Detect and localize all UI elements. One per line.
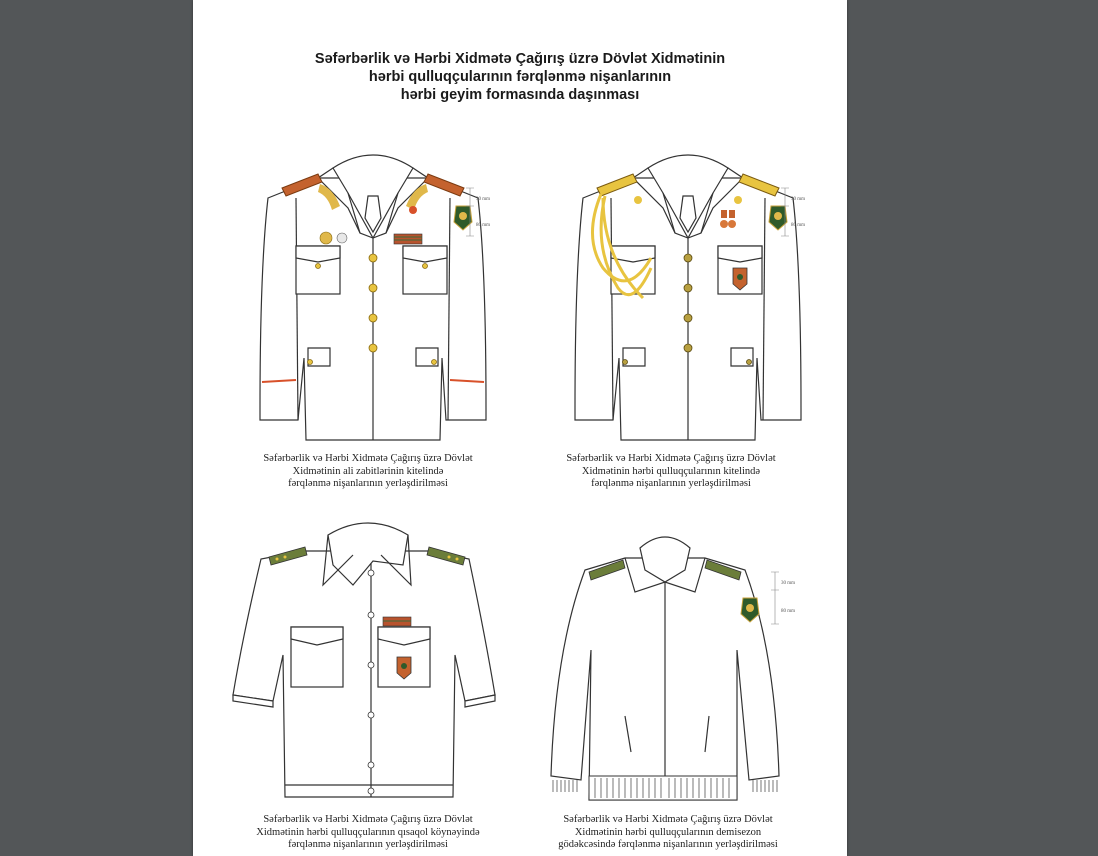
figure-service-member-tunic (563, 148, 823, 448)
dim-label-top: 30 mm (791, 197, 806, 202)
page-title (193, 50, 847, 104)
dim-label-bottom: 80 mm (476, 223, 491, 228)
dim-label-bottom: 80 mm (791, 223, 806, 228)
dim-label-bottom: 80 mm (781, 609, 796, 614)
caption-line: Səfərbərlik və Hərbi Xidmətə Çağırış üzrə Dövlət (263, 814, 473, 825)
caption-line: fərqlənmə nişanlarının yerləşdirilməsi (591, 478, 751, 489)
caption-figure-1 (218, 453, 518, 491)
caption-line: fərqlənmə nişanlarının yerləşdirilməsi (288, 839, 448, 850)
caption-line: Xidmətinin hərbi qulluqçularının qısaqol köynəyində (256, 826, 480, 838)
caption-line: fərqlənmə nişanlarının yerləşdirilməsi (288, 478, 448, 489)
title-line-2: hərbi qulluqçularının fərqlənmə nişanlarının (368, 69, 672, 85)
caption-figure-3 (218, 814, 518, 852)
caption-figure-4 (518, 814, 818, 852)
figure-senior-officer-tunic (248, 148, 508, 448)
figure-short-sleeve-shirt (233, 515, 503, 805)
document-page (193, 0, 847, 856)
dim-label-top: 30 mm (781, 581, 796, 586)
caption-line: Xidmətinin hərbi qulluqçularının kitelində (581, 465, 761, 477)
caption-line: Səfərbərlik və Hərbi Xidmətə Çağırış üzrə Dövlət (263, 453, 473, 464)
dim-label-top: 30 mm (476, 197, 491, 202)
caption-line: gödəkcəsində fərqlənmə nişanlarının yerləşdirilməsi (558, 839, 778, 850)
caption-line: Səfərbərlik və Hərbi Xidmətə Çağırış üzrə Dövlət (566, 453, 776, 464)
title-line-1: Səfərbərlik və Hərbi Xidmətə Çağırış üzrə Dövlət Xidmətinin (314, 51, 726, 67)
figure-demi-season-jacket (545, 530, 815, 810)
caption-line: Səfərbərlik və Hərbi Xidmətə Çağırış üzrə Dövlət (563, 814, 773, 825)
caption-line: Xidmətinin ali zabitlərinin kitelində (292, 465, 444, 477)
title-line-3: hərbi geyim formasında daşınması (400, 87, 640, 103)
caption-line: Xidmətinin hərbi qulluqçularının demisezon (574, 826, 762, 838)
caption-figure-2 (521, 453, 821, 491)
